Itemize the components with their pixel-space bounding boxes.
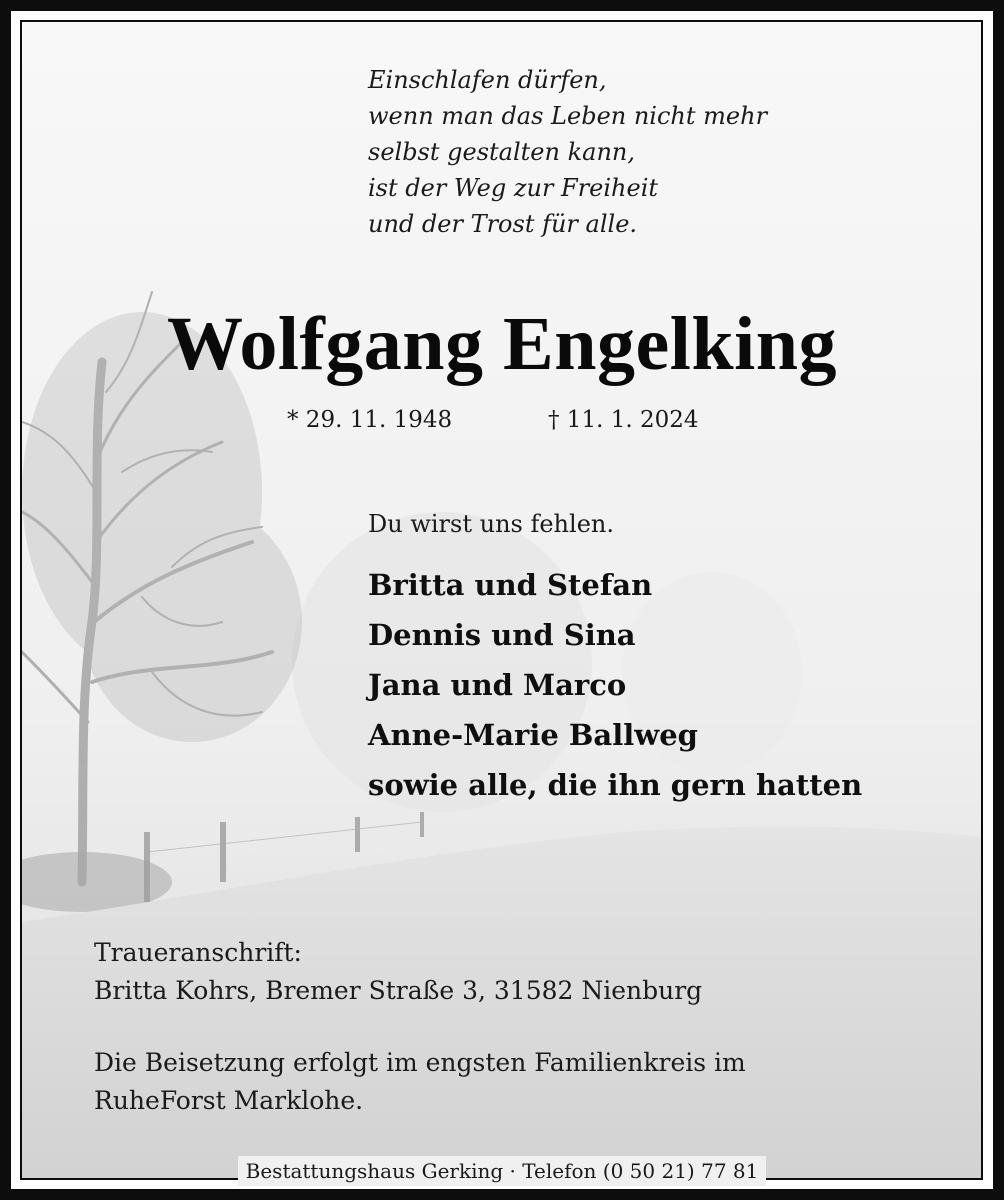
deceased-name: Wolfgang Engelking bbox=[167, 302, 837, 386]
poem-line: ist der Weg zur Freiheit bbox=[368, 174, 659, 202]
poem bbox=[368, 62, 767, 242]
mourner-item: Jana und Marco bbox=[368, 668, 627, 702]
address-label: Traueranschrift: bbox=[94, 938, 302, 967]
birth-date: * 29. 11. 1948 bbox=[287, 407, 453, 433]
death-date: † 11. 1. 2024 bbox=[548, 407, 699, 433]
mourning-address bbox=[94, 934, 702, 1010]
funeral-home-contact: Bestattungshaus Gerking · Telefon (0 50 21) 77 81 bbox=[238, 1156, 767, 1186]
burial-line: RuheForst Marklohe. bbox=[94, 1086, 364, 1115]
mourner-item: Dennis und Sina bbox=[368, 618, 636, 652]
poem-line: Einschlafen dürfen, bbox=[368, 66, 607, 94]
burial-info bbox=[94, 1044, 746, 1120]
burial-line: Die Beisetzung erfolgt im engsten Familienkreis im bbox=[94, 1048, 746, 1077]
poem-line: wenn man das Leben nicht mehr bbox=[368, 102, 768, 130]
poem-line: und der Trost für alle. bbox=[368, 210, 638, 238]
mourner-item: Britta und Stefan bbox=[368, 568, 653, 602]
mourner-item: sowie alle, die ihn gern hatten bbox=[368, 768, 863, 802]
mourner-item: Anne-Marie Ballweg bbox=[368, 718, 698, 752]
poem-line: selbst gestalten kann, bbox=[368, 138, 635, 166]
address-value: Britta Kohrs, Bremer Straße 3, 31582 Nienburg bbox=[94, 976, 703, 1005]
footer bbox=[0, 1156, 1004, 1186]
mourners-list bbox=[368, 560, 862, 810]
farewell-message: Du wirst uns fehlen. bbox=[368, 510, 614, 538]
